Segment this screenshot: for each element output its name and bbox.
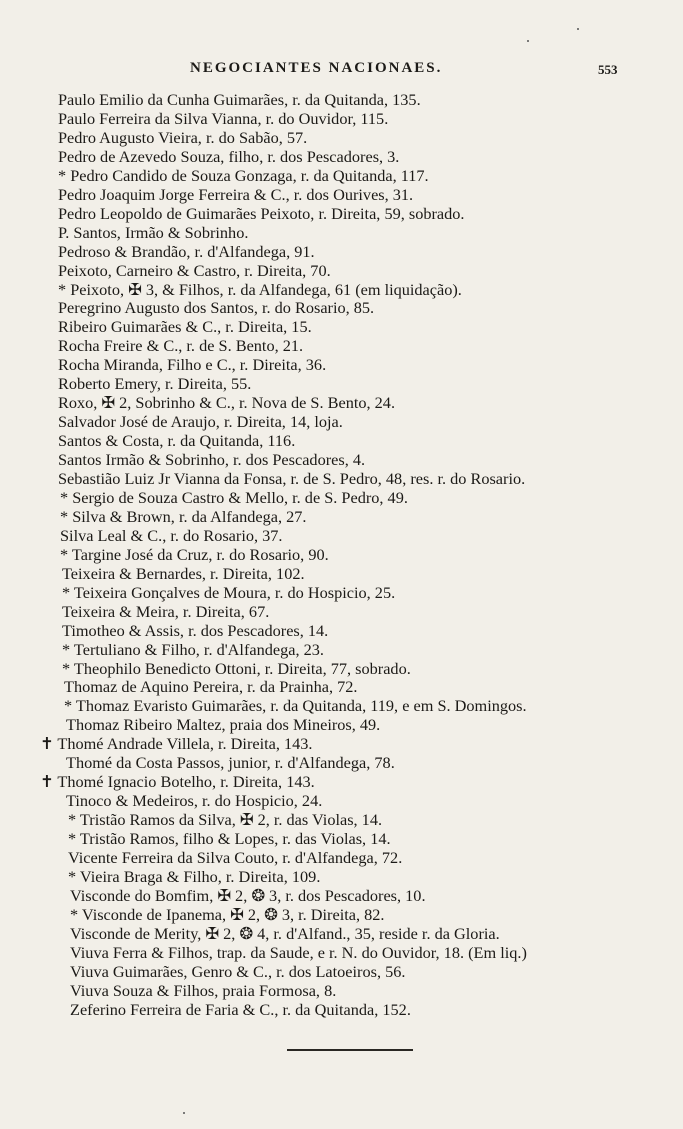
directory-entry: * Vieira Braga & Filho, r. Direita, 109. <box>68 867 321 886</box>
directory-entry: Paulo Emilio da Cunha Guimarães, r. da Quitanda, 135. <box>58 90 421 109</box>
directory-entry: Thomaz de Aquino Pereira, r. da Prainha, 72. <box>64 677 358 696</box>
directory-entry: Viuva Ferra & Filhos, trap. da Saude, e r. N. do Ouvidor, 18. (Em liq.) <box>70 943 527 962</box>
directory-entry: * Tristão Ramos, filho & Lopes, r. das Violas, 14. <box>68 829 391 848</box>
directory-entry: Thomé da Costa Passos, junior, r. d'Alfandega, 78. <box>66 753 395 772</box>
directory-entry: Peixoto, Carneiro & Castro, r. Direita, 70. <box>58 261 331 280</box>
directory-entry: * Theophilo Benedicto Ottoni, r. Direita, 77, sobrado. <box>62 659 411 678</box>
page-title: NEGOCIANTES NACIONAES. <box>190 60 443 76</box>
directory-entry: Pedro Augusto Vieira, r. do Sabão, 57. <box>58 128 308 147</box>
directory-entry: Zeferino Ferreira de Faria & C., r. da Quitanda, 152. <box>70 1000 411 1019</box>
print-speck <box>577 28 579 30</box>
directory-entry: ✝ Thomé Ignacio Botelho, r. Direita, 143. <box>40 772 315 791</box>
directory-entry: Visconde do Bomfim, ✠ 2, ❂ 3, r. dos Pescadores, 10. <box>70 886 426 905</box>
directory-entry: Visconde de Merity, ✠ 2, ❂ 4, r. d'Alfand., 35, reside r. da Gloria. <box>70 924 500 943</box>
directory-entry: P. Santos, Irmão & Sobrinho. <box>58 223 249 242</box>
page-header <box>0 60 683 82</box>
directory-entry: Timotheo & Assis, r. dos Pescadores, 14. <box>62 621 329 640</box>
directory-entry: * Sergio de Souza Castro & Mello, r. de S. Pedro, 49. <box>60 488 408 507</box>
directory-entry: Santos & Costa, r. da Quitanda, 116. <box>58 431 296 450</box>
directory-entry: * Tristão Ramos da Silva, ✠ 2, r. das Violas, 14. <box>68 810 383 829</box>
directory-entry: Sebastião Luiz Jr Vianna da Fonsa, r. de S. Pedro, 48, res. r. do Rosario. <box>58 469 526 488</box>
directory-entry: Vicente Ferreira da Silva Couto, r. d'Alfandega, 72. <box>68 848 403 867</box>
directory-entry: Pedroso & Brandão, r. d'Alfandega, 91. <box>58 242 315 261</box>
directory-entry: Rocha Freire & C., r. de S. Bento, 21. <box>58 336 304 355</box>
directory-entry: Silva Leal & C., r. do Rosario, 37. <box>60 526 283 545</box>
directory-entry: Pedro Leopoldo de Guimarães Peixoto, r. Direita, 59, sobrado. <box>58 204 465 223</box>
directory-entry: Ribeiro Guimarães & C., r. Direita, 15. <box>58 317 312 336</box>
directory-entry: Paulo Ferreira da Silva Vianna, r. do Ouvidor, 115. <box>58 109 389 128</box>
print-speck <box>527 40 529 42</box>
directory-entry: Teixeira & Bernardes, r. Direita, 102. <box>62 564 305 583</box>
directory-entry: Salvador José de Araujo, r. Direita, 14, loja. <box>58 412 343 431</box>
directory-entry: Teixeira & Meira, r. Direita, 67. <box>62 602 270 621</box>
directory-entry: Santos Irmão & Sobrinho, r. dos Pescadores, 4. <box>58 450 366 469</box>
directory-entry: * Silva & Brown, r. da Alfandega, 27. <box>60 507 307 526</box>
directory-entry: * Visconde de Ipanema, ✠ 2, ❂ 3, r. Direita, 82. <box>70 905 385 924</box>
section-end-rule <box>287 1049 413 1051</box>
directory-entry: Thomaz Ribeiro Maltez, praia dos Mineiros, 49. <box>66 715 381 734</box>
directory-entry: * Teixeira Gonçalves de Moura, r. do Hospicio, 25. <box>62 583 396 602</box>
directory-entry: Roberto Emery, r. Direita, 55. <box>58 374 252 393</box>
directory-entry: Pedro Joaquim Jorge Ferreira & C., r. dos Ourives, 31. <box>58 185 414 204</box>
directory-entry: * Pedro Candido de Souza Gonzaga, r. da Quitanda, 117. <box>58 166 429 185</box>
directory-entry: Viuva Guimarães, Genro & C., r. dos Latoeiros, 56. <box>70 962 406 981</box>
directory-entry: Viuva Souza & Filhos, praia Formosa, 8. <box>70 981 337 1000</box>
directory-entry: Rocha Miranda, Filho e C., r. Direita, 36. <box>58 355 327 374</box>
directory-entry: ✝ Thomé Andrade Villela, r. Direita, 143. <box>40 734 313 753</box>
directory-entry: * Targine José da Cruz, r. do Rosario, 90. <box>60 545 329 564</box>
directory-entry: Pedro de Azevedo Souza, filho, r. dos Pescadores, 3. <box>58 147 400 166</box>
print-speck <box>183 1112 185 1114</box>
directory-entry: * Peixoto, ✠ 3, & Filhos, r. da Alfandega, 61 (em liquidação). <box>58 280 462 299</box>
directory-entry: * Thomaz Evaristo Guimarães, r. da Quitanda, 119, e em S. Domingos. <box>64 696 527 715</box>
directory-entry: Tinoco & Medeiros, r. do Hospicio, 24. <box>66 791 323 810</box>
page-number: 553 <box>598 62 618 77</box>
directory-entry: * Tertuliano & Filho, r. d'Alfandega, 23. <box>62 640 324 659</box>
directory-entry: Roxo, ✠ 2, Sobrinho & C., r. Nova de S. Bento, 24. <box>58 393 396 412</box>
directory-entry: Peregrino Augusto dos Santos, r. do Rosario, 85. <box>58 298 375 317</box>
